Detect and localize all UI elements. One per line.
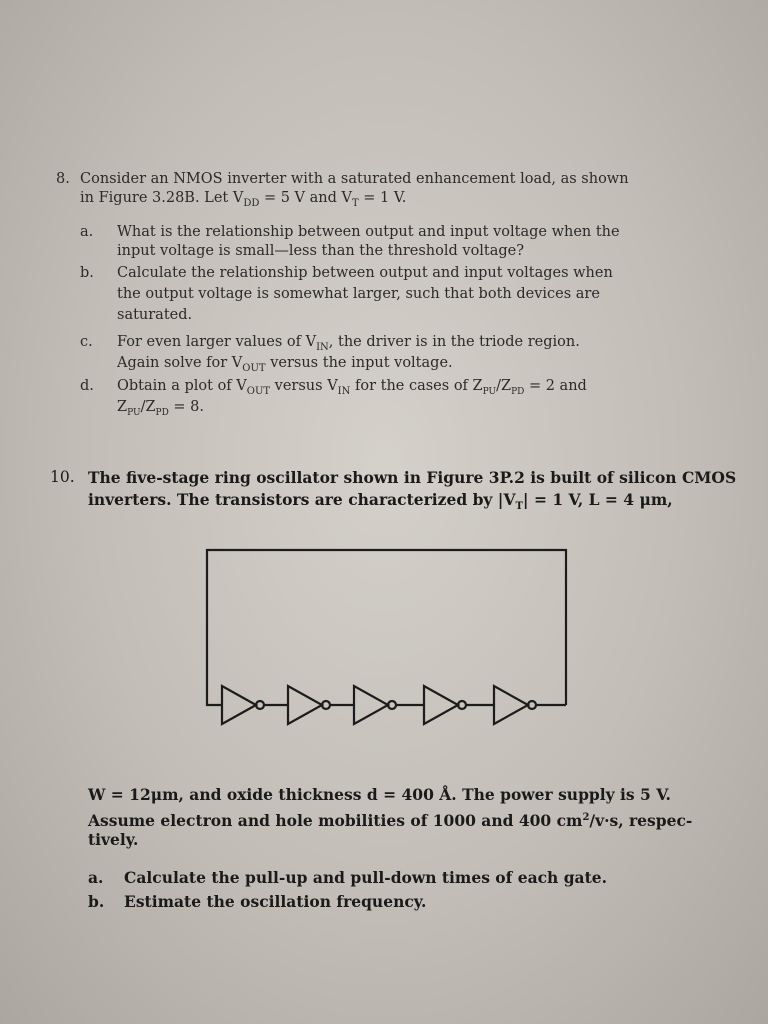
problem-10-after-line2 [88, 808, 692, 830]
text: For even larger values of V [117, 334, 317, 350]
subscript: IN [316, 341, 329, 353]
subscript: IN [337, 385, 351, 397]
part-10b-text: Estimate the oscillation frequency. [124, 892, 427, 911]
text: = 2 and [524, 378, 587, 394]
part-10a-label: a. [88, 868, 104, 887]
part-8b-line3: saturated. [117, 307, 193, 323]
subscript: PU [482, 386, 497, 397]
superscript: 2 [582, 812, 590, 823]
text: Assume electron and hole mobilities of 1000 and 400 cm [88, 811, 583, 831]
inverter-stage-4 [424, 686, 494, 724]
part-8b-line1: Calculate the relationship between output and input voltages when [117, 265, 613, 281]
subscript: T [515, 501, 523, 513]
subscript: OUT [246, 385, 271, 397]
feedback-wire [207, 550, 566, 705]
part-8c-label: c. [80, 334, 93, 350]
text: Again solve for V [117, 355, 243, 371]
part-8a-line2: input voltage is small—less than the threshold voltage? [117, 243, 525, 259]
inverter-stage-3 [354, 686, 424, 724]
text: Obtain a plot of V [117, 378, 247, 394]
stem-text-end: = 1 V. [358, 190, 407, 206]
problem-8-stem-line1: Consider an NMOS inverter with a saturated enhancement load, as shown [80, 171, 629, 187]
text: versus V [270, 378, 338, 394]
subscript: OUT [242, 362, 266, 374]
part-8d-label: d. [80, 378, 94, 394]
subscript: PD [511, 386, 525, 397]
text: /v·s, respec- [589, 811, 693, 831]
text: /Z [496, 378, 512, 394]
text: | = 1 V, L = 4 μm, [522, 490, 673, 509]
part-8b-label: b. [80, 265, 94, 281]
inverter-stage-5 [494, 686, 566, 724]
part-10a-text: Calculate the pull-up and pull-down times of each gate. [124, 868, 608, 887]
problem-10-number: 10. [50, 468, 75, 486]
text: = 8. [168, 399, 205, 415]
part-8a-line1: What is the relationship between output and input voltage when the [117, 224, 620, 240]
vdd-subscript: DD [243, 197, 260, 209]
problem-10-line1: The five-stage ring oscillator shown in Figure 3P.2 is built of silicon CMOS [88, 468, 737, 487]
inverter-stage-2 [288, 686, 354, 724]
part-8a-label: a. [80, 224, 94, 240]
text: for the cases of Z [350, 378, 483, 394]
stem-text-mid: = 5 V and V [259, 190, 352, 206]
text: inverters. The transistors are characterized by |V [88, 490, 516, 509]
stem-text: in Figure 3.28B. Let V [80, 190, 244, 206]
subscript: PD [155, 407, 169, 418]
text: versus the input voltage. [265, 355, 453, 371]
inverter-stage-1 [214, 686, 288, 724]
part-10b-label: b. [88, 892, 105, 911]
text: /Z [140, 399, 156, 415]
part-8b-line2: the output voltage is somewhat larger, such that both devices are [117, 286, 600, 302]
problem-8-number: 8. [56, 171, 70, 187]
vt-subscript: T [352, 197, 359, 209]
text: , the driver is in the triode region. [328, 334, 580, 350]
subscript: PU [127, 407, 141, 418]
problem-10-after-line3: tively. [88, 830, 139, 849]
text: Z [117, 399, 128, 415]
problem-10-after-line1: W = 12μm, and oxide thickness d = 400 Å. The power supply is 5 V. [88, 785, 671, 804]
